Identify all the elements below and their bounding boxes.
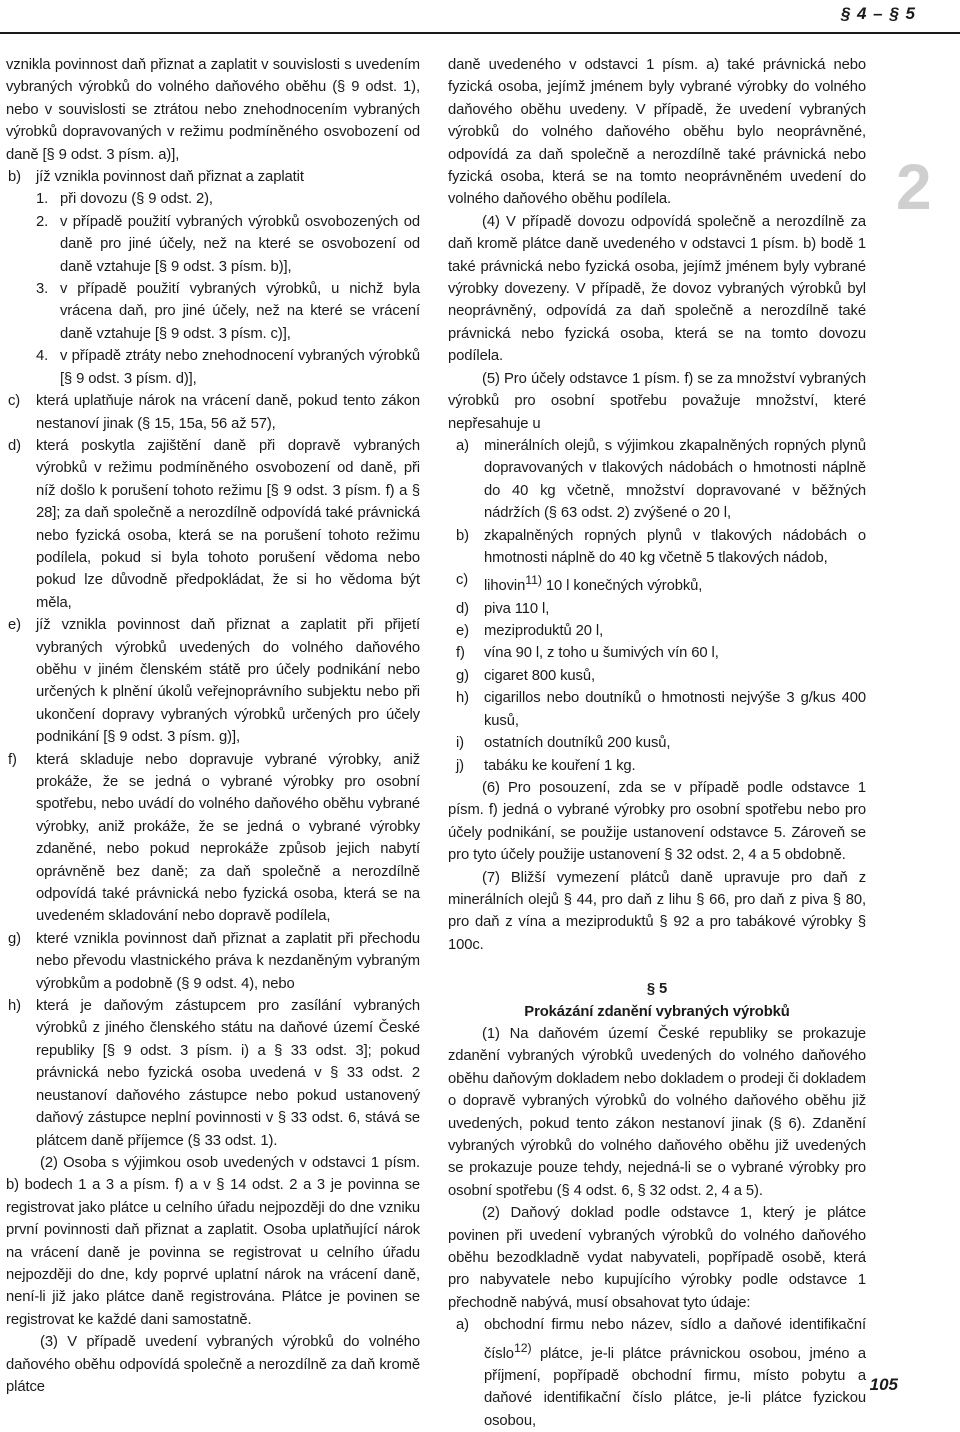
item-marker: g) <box>456 667 469 684</box>
section-title: Prokázání zdanění vybraných výrobků <box>524 1003 790 1020</box>
section-number: § 5 <box>646 981 668 998</box>
item-marker: f) <box>456 645 465 662</box>
sub-item-text: v případě ztráty nebo znehodnocení vybraných výrobků [§ 9 odst. 3 písm. d)], <box>60 348 420 387</box>
item-marker: e) <box>8 617 21 634</box>
item-marker: d) <box>8 437 21 454</box>
list-item <box>448 598 866 620</box>
sub-item-marker: 3. <box>36 281 49 298</box>
intro-paragraph: vznikla povinnost daň přiznat a zaplatit v souvislosti s uvedením vybraných výrobků do volného daňového oběhu (§ 9 odst. 1), nebo v souvislosti se ztrátou nebo znehodnocením vybraných výrobků dopravovaných v režimu podmíněného osvobození od daně [§ 9 odst. 3 písm. a)], <box>6 57 420 163</box>
footnote-ref: 12) <box>513 1340 532 1355</box>
item-text: meziproduktů 20 l, <box>484 623 604 640</box>
list-item <box>448 755 866 777</box>
sub-item-text: při dovozu (§ 9 odst. 2), <box>60 191 213 208</box>
item-text: která poskytla zajištění daně při dopravě vybraných výrobků v režimu podmíněného osvobození od daně, při níž došlo k porušení tohoto režimu [§ 9 odst. 3 písm. f) a § 28]; za daň společně a nerozdílně odpovídá také právnická nebo fyzická osoba, která se na porušení tohoto režimu podílela, pokud si byla tohoto porušení vědoma nebo pokud lze důvodně předpokládat, že si ho vědoma být měla, <box>36 437 420 611</box>
list-item <box>6 390 420 435</box>
item-marker: e) <box>456 623 469 640</box>
item-text: zkapalněných ropných plynů v tlakových nádobách o hmotnosti náplně do 40 kg včetně 5 tlakových nádob, <box>484 527 866 566</box>
list-item <box>448 732 866 754</box>
list-item <box>6 614 420 748</box>
running-head: § 4 – § 5 <box>840 4 916 23</box>
paragraph-5: (5) Pro účely odstavce 1 písm. f) se za množství vybraných výrobků pro osobní spotřebu považuje množství, které nepřesahuje u <box>448 370 866 432</box>
item-text-pre: obchodní firmu nebo název, sídlo a daňové identifikační číslo <box>484 1317 866 1362</box>
item-marker: h) <box>8 998 21 1015</box>
item-marker: a) <box>456 1317 469 1334</box>
item-text: ostatních doutníků 200 kusů, <box>484 735 671 752</box>
item-marker: b) <box>8 169 21 186</box>
paragraph-3: (3) V případě uvedení vybraných výrobků do volného daňového oběhu odpovídá společně a nerozdílně za daň kromě plátce <box>6 1334 420 1395</box>
item-marker: f) <box>8 751 17 768</box>
item-text: cigaret 800 kusů, <box>484 667 595 684</box>
paragraph-6: (6) Pro posouzení, zda se v případě podle odstavce 1 písm. f) jedná o vybrané výrobky pro osobní spotřebu nebo pro účely podnikání, se použije ustanovení odstavce 5. Zároveň se pro tyto účely použije ustanovení § 32 odst. 2, 4 a 5 obdobně. <box>448 779 866 864</box>
item-marker: g) <box>8 930 21 947</box>
list-item-b <box>6 166 420 188</box>
sub-list-item <box>6 211 420 278</box>
section-5-paragraph-2: (2) Daňový doklad podle odstavce 1, který je plátce povinen při uvedení vybraných výrobků do volného daňového oběhu bezodkladně vydat nabyvateli, popřípadě osobě, která pro nabyvatele nebo kupujícího výrobky podle odstavce 1 přechodně nabývá, musí obsahovat tyto údaje: <box>448 1205 866 1311</box>
item-text-pre: lihovin <box>484 578 526 595</box>
list-item <box>6 435 420 614</box>
item-text-post: 10 l konečných výrobků, <box>541 578 703 595</box>
item-text: vína 90 l, z toho u šumivých vín 60 l, <box>484 645 719 662</box>
item-marker: h) <box>456 690 469 707</box>
list-item <box>6 928 420 995</box>
chapter-side-number: 2 <box>896 151 932 223</box>
paragraph-2: (2) Osoba s výjimkou osob uvedených v odstavci 1 písm. b) bodech 1 a 3 a písm. f) a v § 14 odst. 2 a 3 je povinna se registrovat jako plátce u celního úřadu nejpozději do dne vzniku první povinnosti daň přiznat a zaplatit. Osoba uplatňující nárok na vrácení daně je povinna se registrovat u celního úřadu nejpozději do dne, kdy poprvé uplatní nárok na vrácení daně, není-li již jako plátce daně registrována. Plátce je povinen se registrovat ke každé dani samostatně. <box>6 1154 420 1328</box>
sub-item-marker: 4. <box>36 348 49 365</box>
item-text: tabáku ke kouření 1 kg. <box>484 757 636 774</box>
item-marker: c) <box>456 572 469 589</box>
sub-item-marker: 2. <box>36 213 49 230</box>
sub-item-text: v případě použití vybraných výrobků, u nichž byla vrácena daň, pro jiné účely, než na které se vrácení daně vztahuje [§ 9 odst. 3 písm. c)], <box>60 281 420 342</box>
list-item <box>6 749 420 928</box>
item-text: cigarillos nebo doutníků o hmotnosti nejvýše 3 g/kus 400 kusů, <box>484 690 866 729</box>
item-marker: d) <box>456 600 469 617</box>
list-item <box>448 687 866 732</box>
item-marker: c) <box>8 393 21 410</box>
item-text-post: plátce, je-li plátce právnickou osobou, jméno a příjmení, popřípadě obchodní firmu, místo pobytu a daňové identifikační číslo plátce, je-li plátce fyzickou osobou, <box>484 1345 866 1429</box>
left-column <box>6 54 420 1398</box>
list-item <box>6 995 420 1152</box>
item-text: která je daňovým zástupcem pro zasílání vybraných výrobků z jiného členského státu na daňové území České republiky [§ 9 odst. 3 písm. i) a § 33 odst. 3]; pokud právnická nebo fyzická osoba uvedená v § 33 odst. 2 neustanoví daňového zástupce nebo pokud ustanovený daňový zástupce neplní povinnosti v § 33 odst. 6, stává se plátcem daně příjemce (§ 33 odst. 1). <box>36 998 420 1149</box>
item-marker: i) <box>456 735 465 752</box>
paragraph-3-continued: daně uvedeného v odstavci 1 písm. a) také právnická nebo fyzická osoba, jejímž jménem byly vybrané výrobky do volného daňového oběhu uvedeny. V případě, že uvedení vybraných výrobků do volného daňového oběhu bylo neoprávněné, odpovídá za daň společně a nerozdílně také právnická nebo fyzická osoba, která se na tomto neoprávněném uvedení do volného daňového oběhu podílela. <box>448 57 866 208</box>
item-text: která uplatňuje nárok na vrácení daně, pokud tento zákon nestanoví jinak (§ 15, 15a, 56 až 57), <box>36 393 420 432</box>
paragraph-7: (7) Bližší vymezení plátců daně upravuje pro daň z minerálních olejů § 44, pro daň z lihu § 66, pro daň z piva § 80, pro daň z vína a meziproduktů § 92 a pro tabákové výrobky § 100c. <box>448 869 866 953</box>
paragraph-4: (4) V případě dovozu odpovídá společně a nerozdílně za daň kromě plátce daně uvedeného v odstavci 1 písm. b) bodě 1 také právnická nebo fyzická osoba, jejímž jménem byly vybrané výrobky dovezeny. V případě, že dovoz vybraných výrobků byl neoprávněný, odpovídá za daň společně a nerozdílně také právnická nebo fyzická osoba, která se na tomto dovozu podílela. <box>448 213 866 365</box>
right-column <box>448 54 866 1432</box>
list-item <box>448 620 866 642</box>
item-text: které vznikla povinnost daň přiznat a zaplatit při přechodu nebo převodu vlastnického práva k nezdaněným vybraným výrobkům a podobně (§ 9 odst. 4), nebo <box>36 930 420 992</box>
item-marker: b) <box>456 527 469 544</box>
list-item <box>448 569 866 597</box>
item-text: jíž vznikla povinnost daň přiznat a zaplatit <box>36 169 304 186</box>
list-item <box>448 642 866 664</box>
item-text: piva 110 l, <box>484 600 550 617</box>
sub-list-item <box>6 278 420 345</box>
footnote-ref: 11) <box>525 573 542 588</box>
page-number: 105 <box>869 1375 898 1394</box>
sub-list-item <box>6 345 420 390</box>
item-marker: a) <box>456 437 469 454</box>
list-item <box>448 525 866 570</box>
list-item <box>448 1314 866 1432</box>
list-item <box>448 435 866 525</box>
sub-item-text: v případě použití vybraných výrobků osvobozených od daně pro jiné účely, než na které se osvobození od daně vztahuje [§ 9 odst. 3 písm. b)], <box>60 213 420 275</box>
sub-list-item <box>6 188 420 210</box>
sub-item-marker: 1. <box>36 191 49 208</box>
section-5-paragraph-1: (1) Na daňovém území České republiky se prokazuje zdanění vybraných výrobků uvedených do volného daňového oběhu daňovým dokladem nebo dokladem o prodeji či dokladem o dopravě vybraných výrobků do volného daňového oběhu již uvedených, pokud tento zákon nestanoví jinak (§ 6). Zdanění vybraných výrobků do volného daňového oběhu již uvedených se prokazuje pouze tehdy, nejedná-li se o vybrané výrobky pro osobní spotřebu (§ 4 odst. 6, § 32 odst. 2, 4 a 5). <box>448 1025 866 1199</box>
item-text: minerálních olejů, s výjimkou zkapalněných ropných plynů dopravovaných v tlakových nádobách o hmotnosti náplně do 40 kg včetně, množství dopravované v běžných nádržích (§ 63 odst. 2) zvýšené o 20 l, <box>484 437 866 522</box>
item-marker: j) <box>456 757 465 774</box>
item-text: která skladuje nebo dopravuje vybrané výrobky, aniž prokáže, že se jedná o vybrané výrobky pro osobní spotřebu, nebo uvádí do volného daňového oběhu vybrané výrobky, aniž prokáže, že se jedná o vybrané výrobky zdaněné, nebo pokud neprokáže způsob jejich nabytí oprávněně bez daně; za daň společně a nerozdílně odpovídá také právnická nebo fyzická osoba, která se na uvedeném skladování nebo dopravě podílela, <box>36 751 420 925</box>
header-rule <box>0 32 960 34</box>
item-text: jíž vznikla povinnost daň přiznat a zaplatit při přijetí vybraných výrobků uvedených do volného daňového oběhu v jiném členském státě pro účely podnikání nebo určených k plnění úkolů veřejnoprávního subjektu nebo při ukončení dopravy vybraných výrobků určených pro účely podnikání [§ 9 odst. 3 písm. g)], <box>36 617 420 746</box>
list-item <box>448 665 866 687</box>
